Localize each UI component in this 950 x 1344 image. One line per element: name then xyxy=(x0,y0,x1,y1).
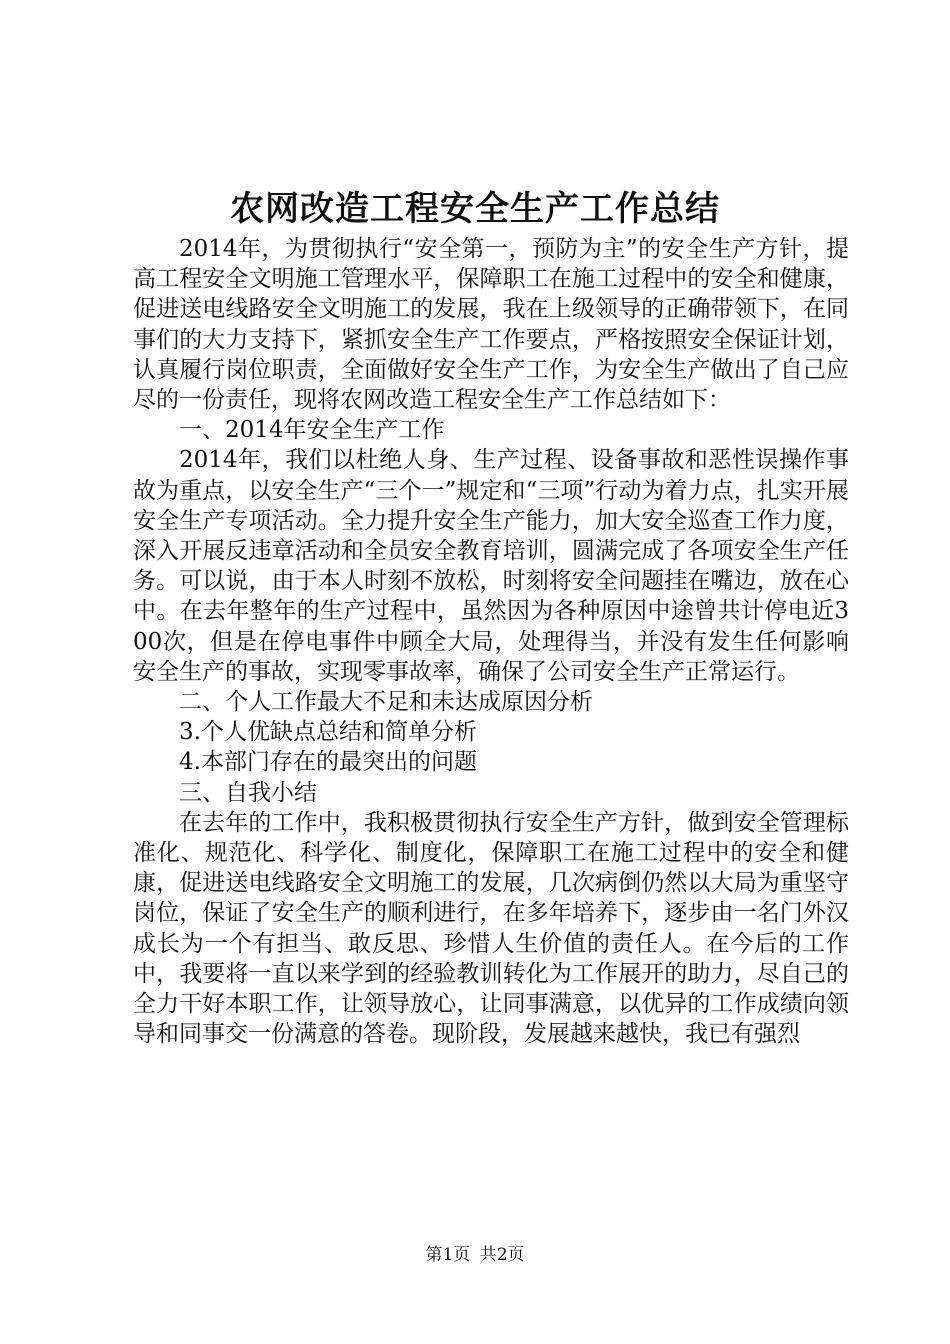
document-title: 农网改造工程安全生产工作总结 xyxy=(230,189,720,229)
section-heading-3: 三、自我小结 xyxy=(179,779,317,806)
page-footer xyxy=(0,1244,950,1266)
document-body xyxy=(133,234,849,1049)
section-1-paragraph: 2014年，我们以杜绝人身、生产过程、设备事故和恶性误操作事故为重点，以安全生产“三个一”规定和“三项”行动为着力点，扎实开展安全生产专项活动。全力提升安全生产能力，加大安全巡查工作力度，深入开展反违章活动和全员安全教育培训，圆满完成了各项安全生产任务。可以说，由于本人时刻不放松，时刻将安全问题挂在嘴边，放在心中。在去年整年的生产过程中，虽然因为各种原因中途曾共计停电近300次，但是在停电事件中顾全大局，处理得当，并没有发生任何影响安全生产的事故，实现零事故率，确保了公司安全生产正常运行。 xyxy=(133,447,849,685)
page-number-total: 共2页 xyxy=(479,1245,525,1265)
subsection-heading-3: 3.个人优缺点总结和简单分析 xyxy=(179,719,477,746)
intro-paragraph: 2014年，为贯彻执行“安全第一，预防为主”的安全生产方针，提高工程安全文明施工管理水平，保障职工在施工过程中的安全和健康，促进送电线路安全文明施工的发展，我在上级领导的正确带领下，在同事们的大力支持下，紧抓安全生产工作要点，严格按照安全保证计划，认真履行岗位职责，全面做好安全生产工作，为安全生产做出了自己应尽的一份责任，现将农网改造工程安全生产工作总结如下： xyxy=(133,236,849,414)
page-number-current: 第1页 xyxy=(425,1245,471,1265)
section-3-paragraph: 在去年的工作中，我积极贯彻执行安全生产方针，做到安全管理标准化、规范化、科学化、制度化，保障职工在施工过程中的安全和健康，促进送电线路安全文明施工的发展，几次病倒仍然以大局为重坚守岗位，保证了安全生产的顺利进行，在多年培养下，逐步由一名门外汉成长为一个有担当、敢反思、珍惜人生价值的责任人。在今后的工作中，我要将一直以来学到的经验教训转化为工作展开的助力，尽自己的全力干好本职工作，让领导放心，让同事满意，以优异的工作成绩向领导和同事交一份满意的答卷。现阶段，发展越来越快，我已有强烈 xyxy=(133,809,849,1048)
section-heading-2: 二、个人工作最大不足和未达成原因分析 xyxy=(179,689,593,716)
section-heading-1: 一、2014年安全生产工作 xyxy=(179,417,445,444)
subsection-heading-4: 4.本部门存在的最突出的问题 xyxy=(179,749,477,776)
